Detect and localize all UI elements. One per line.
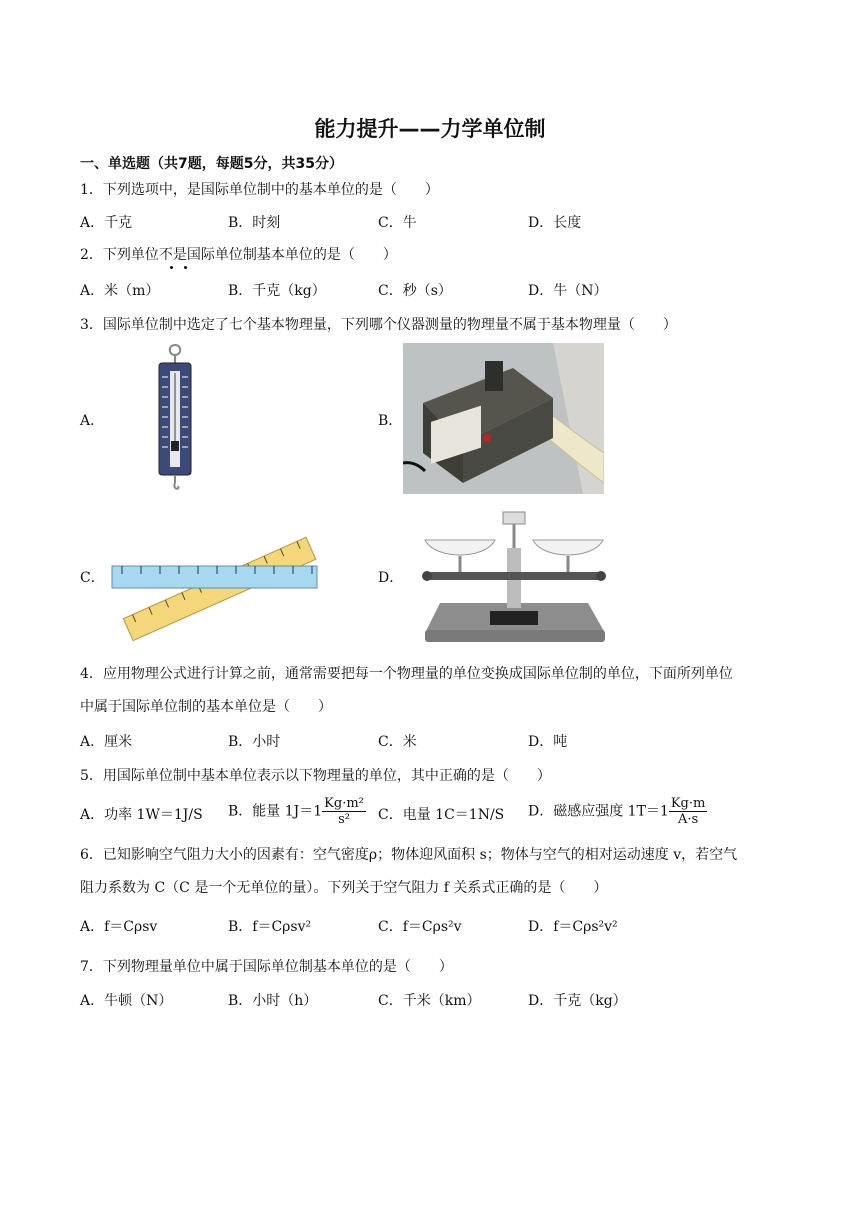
q5-option-b-fraction: $\frac{\text{Kg·m²}}{\text{s²}}$ (324, 796, 364, 827)
question-6-stem-line2: 阻力系数为 C（C 是一个无单位的量）。下列关于空气阻力 f 关系式正确的是（ ） (80, 880, 608, 896)
spring-scale-image (150, 343, 200, 493)
q2-option-a[interactable]: A．米（m） (80, 283, 160, 299)
q5-option-b-text: B．能量 1J＝1 (228, 803, 323, 820)
q3-option-c-label[interactable]: C． (80, 570, 105, 586)
question-6-stem-line1: 6．已知影响空气阻力大小的因素有：空气密度ρ；物体迎风面积 s；物体与空气的相对运动速度 v，若空气 (80, 847, 738, 863)
question-2-stem: 2．下列单位不是国际单位制基本单位的是（ ） (80, 247, 397, 263)
q5-option-a[interactable]: A．功率 1W＝1J/S (80, 807, 203, 823)
q7-option-b[interactable]: B．小时（h） (228, 993, 318, 1009)
q5-option-d[interactable] (528, 796, 707, 827)
question-1-stem: 1．下列选项中，是国际单位制中的基本单位的是（ ） (80, 182, 439, 198)
q1-option-c[interactable]: C．牛 (378, 215, 417, 231)
q7-option-a[interactable]: A．牛顿（N） (80, 993, 173, 1009)
q2-option-b[interactable]: B．千克（kg） (228, 283, 326, 299)
question-5-stem: 5．用国际单位制中基本单位表示以下物理量的单位，其中正确的是（ ） (80, 768, 551, 784)
q6-option-c[interactable]: C．f＝Cρs²v (378, 919, 462, 935)
q5-option-c[interactable]: C．电量 1C＝1N/S (378, 807, 505, 823)
q5-option-d-text: D．磁感应强度 1T＝1 (528, 803, 669, 820)
q6-option-a[interactable]: A．f＝Cρsv (80, 919, 158, 935)
q7-option-c[interactable]: C．千米（km） (378, 993, 481, 1009)
question-4-stem-line2: 中属于国际单位制的基本单位是（ ） (80, 699, 332, 715)
q2-option-d[interactable]: D．牛（N） (528, 283, 608, 299)
q5-option-d-fraction: $\frac{Kg\cdot m}{A\cdot s}$ (670, 796, 706, 827)
ticker-timer-image (403, 343, 604, 494)
q5-option-b[interactable] (228, 796, 366, 827)
q4-option-c[interactable]: C．米 (378, 734, 417, 750)
section-heading: 一、单选题（共7题，每题5分，共35分） (80, 156, 343, 172)
question-3-stem: 3．国际单位制中选定了七个基本物理量，下列哪个仪器测量的物理量不属于基本物理量（ ） (80, 317, 677, 333)
q1-option-d[interactable]: D．长度 (528, 215, 582, 231)
question-7-stem: 7．下列物理量单位中属于国际单位制基本单位的是（ ） (80, 959, 453, 975)
balance-image (415, 508, 613, 643)
emphasis-dot (184, 266, 187, 269)
q4-option-d[interactable]: D．吨 (528, 734, 568, 750)
q3-option-a-label[interactable]: A． (80, 413, 105, 429)
q3-option-d-label[interactable]: D． (378, 570, 404, 586)
q6-option-d[interactable]: D．f＝Cρs²v² (528, 919, 618, 935)
q1-option-a[interactable]: A．千克 (80, 215, 133, 231)
q7-option-d[interactable]: D．千克（kg） (528, 993, 627, 1009)
question-4-stem-line1: 4．应用物理公式进行计算之前，通常需要把每一个物理量的单位变换成国际单位制的单位，下面所列单位 (80, 666, 733, 682)
q6-option-b[interactable]: B．f＝Cρsv² (228, 919, 312, 935)
q3-option-b-label[interactable]: B． (378, 413, 403, 429)
q1-option-b[interactable]: B．时刻 (228, 215, 281, 231)
page-title: 能力提升——力学单位制 (314, 117, 546, 141)
emphasis-dot (170, 266, 173, 269)
q4-option-a[interactable]: A．厘米 (80, 734, 133, 750)
rulers-image (110, 521, 320, 641)
q4-option-b[interactable]: B．小时 (228, 734, 281, 750)
q2-option-c[interactable]: C．秒（s） (378, 283, 452, 299)
